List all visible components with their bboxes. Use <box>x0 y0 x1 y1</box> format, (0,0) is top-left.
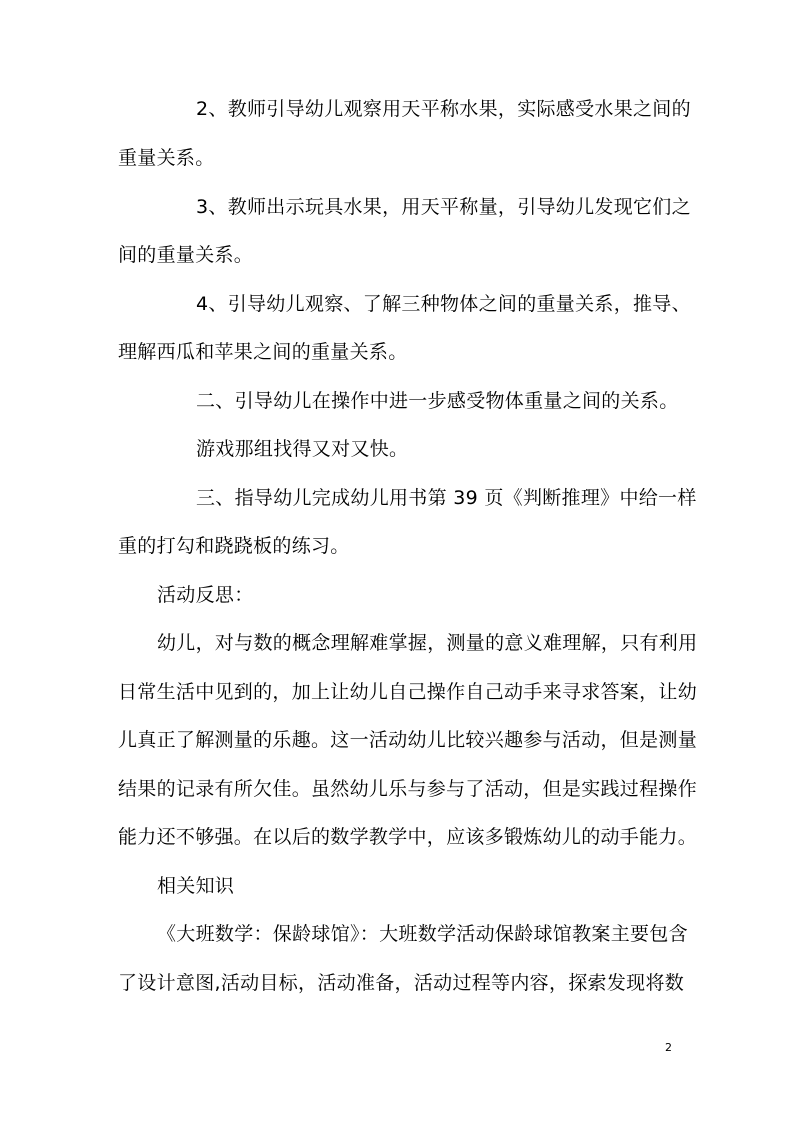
paragraph-line: 3、教师出示玩具水果，用天平称量，引导幼儿发现它们之 <box>196 196 691 218</box>
paragraph-line: 重量关系。 <box>118 147 215 169</box>
paragraph-line: 了设计意图,活动目标，活动准备，活动过程等内容，探索发现将数 <box>118 972 685 994</box>
paragraph-line: 结果的记录有所欠佳。虽然幼儿乐与参与了活动，但是实践过程操作 <box>118 778 698 800</box>
paragraph-line: 幼儿，对与数的概念理解难掌握，测量的意义难理解，只有利用 <box>157 632 698 654</box>
section-heading: 相关知识 <box>157 875 235 897</box>
section-heading: 二、引导幼儿在操作中进一步感受物体重量之间的关系。 <box>196 390 679 412</box>
paragraph-line: 《大班数学：保龄球馆》：大班数学活动保龄球馆教案主要包含 <box>157 923 688 945</box>
paragraph-line: 游戏那组找得又对又快。 <box>196 438 409 460</box>
paragraph-line: 理解西瓜和苹果之间的重量关系。 <box>118 341 408 363</box>
paragraph-line: 间的重量关系。 <box>118 244 254 266</box>
paragraph-line: 儿真正了解测量的乐趣。这一活动幼儿比较兴趣参与活动，但是测量 <box>118 729 698 751</box>
page-number: 2 <box>665 1041 672 1054</box>
paragraph-line: 重的打勾和跷跷板的练习。 <box>118 535 350 557</box>
section-heading: 三、指导幼儿完成幼儿用书第 39 页《判断推理》中给一样 <box>196 487 697 509</box>
paragraph-line: 4、引导幼儿观察、了解三种物体之间的重量关系，推导、 <box>196 293 691 315</box>
paragraph-line: 日常生活中见到的，加上让幼儿自己操作自己动手来寻求答案，让幼 <box>118 681 698 703</box>
paragraph-line: 能力还不够强。在以后的数学教学中，应该多锻炼幼儿的动手能力。 <box>118 826 698 848</box>
paragraph-line: 2、教师引导幼儿观察用天平称水果，实际感受水果之间的 <box>196 98 691 120</box>
section-heading: 活动反思： <box>157 584 254 606</box>
